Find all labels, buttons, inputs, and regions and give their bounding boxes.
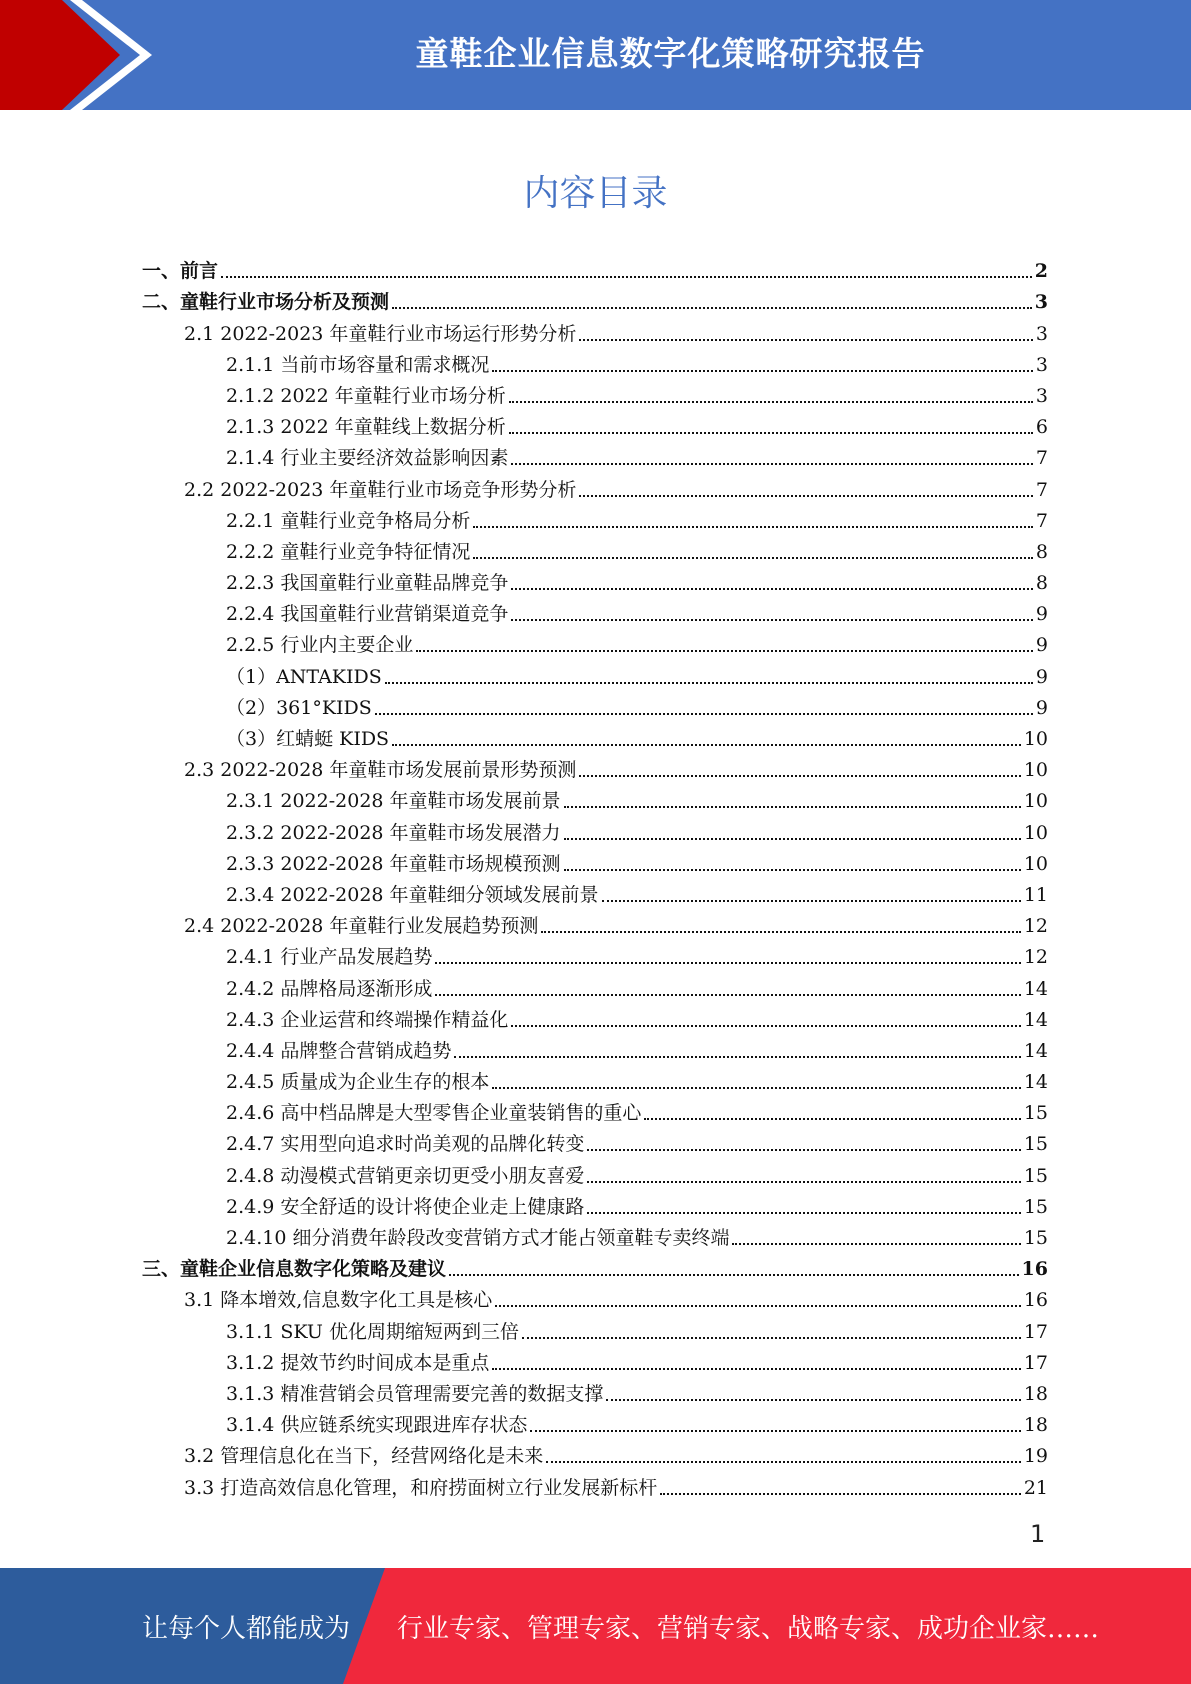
toc-entry-title: 2.3.1 2022-2028 年童鞋市场发展前景 xyxy=(226,790,561,813)
toc-entry[interactable] xyxy=(142,660,1048,691)
toc-entry[interactable] xyxy=(142,442,1048,473)
toc-entry-title: 2.4.10 细分消费年龄段改变营销方式才能占领童鞋专卖终端 xyxy=(226,1227,730,1249)
toc-entry-title: 2.4.8 动漫模式营销更亲切更受小朋友喜爱 xyxy=(226,1164,585,1187)
toc-entry[interactable] xyxy=(142,941,1048,972)
toc-entry-title: 2.2.3 我国童鞋行业童鞋品牌竞争 xyxy=(226,572,509,595)
dot-leader xyxy=(492,1087,1020,1089)
toc-entry[interactable] xyxy=(142,910,1048,941)
dot-leader xyxy=(435,962,1020,964)
dot-leader xyxy=(644,1118,1020,1120)
dot-leader xyxy=(579,775,1020,777)
toc-entry-page: 10 xyxy=(1023,759,1048,782)
toc-entry-page: 11 xyxy=(1023,883,1048,906)
toc-entry[interactable] xyxy=(142,1159,1048,1190)
toc-entry-page: 3 xyxy=(1035,384,1048,407)
toc-entry-title: 2.1.1 当前市场容量和需求概况 xyxy=(226,353,490,376)
toc-entry-title: 二、童鞋行业市场分析及预测 xyxy=(142,291,390,314)
toc-entry-title: 三、童鞋企业信息数字化策略及建议 xyxy=(142,1258,447,1281)
toc-entry-page: 10 xyxy=(1023,728,1048,750)
toc-entry-page: 21 xyxy=(1023,1476,1048,1499)
toc-entry-title: 3.1.1 SKU 优化周期缩短两到三倍 xyxy=(226,1320,519,1343)
toc-entry-page: 10 xyxy=(1023,790,1048,813)
toc-entry-title: 2.4.9 安全舒适的设计将使企业走上健康路 xyxy=(226,1195,585,1218)
toc-heading: 内容目录 xyxy=(523,173,668,214)
toc-entry[interactable] xyxy=(142,629,1048,660)
toc-entry-title: 2.4.5 质量成为企业生存的根本 xyxy=(226,1071,490,1094)
toc-entry-page: 15 xyxy=(1023,1227,1048,1249)
toc-entry[interactable] xyxy=(142,1253,1048,1284)
dot-leader xyxy=(392,744,1021,746)
toc-entry[interactable] xyxy=(142,879,1048,910)
toc-entry-page: 14 xyxy=(1023,1071,1048,1094)
toc-entry[interactable] xyxy=(142,1284,1048,1315)
toc-entry-page: 10 xyxy=(1023,821,1048,844)
toc-entry[interactable] xyxy=(142,505,1048,536)
dot-leader xyxy=(449,1274,1019,1276)
footer-banner xyxy=(0,1568,1191,1684)
toc-entry[interactable] xyxy=(142,1066,1048,1097)
dot-leader xyxy=(435,994,1020,996)
toc-entry-page: 15 xyxy=(1023,1102,1048,1125)
dot-leader xyxy=(509,432,1033,434)
dot-leader xyxy=(416,650,1033,652)
toc-entry[interactable] xyxy=(142,1097,1048,1128)
dot-leader xyxy=(492,370,1033,372)
dot-leader xyxy=(385,682,1033,684)
toc-entry[interactable] xyxy=(142,255,1048,286)
toc-entry-page: 9 xyxy=(1035,696,1048,719)
toc-entry[interactable] xyxy=(142,1191,1048,1222)
toc-entry-title: 2.2.2 童鞋行业竞争特征情况 xyxy=(226,540,471,563)
toc-entry-page: 18 xyxy=(1023,1414,1048,1437)
toc-entry-title: 3.1.2 提效节约时间成本是重点 xyxy=(226,1351,490,1374)
toc-entry-title: 2.3.3 2022-2028 年童鞋市场规模预测 xyxy=(226,852,561,875)
toc-entry-page: 6 xyxy=(1035,416,1048,439)
table-of-contents xyxy=(142,255,1048,1503)
dot-leader xyxy=(579,495,1032,497)
toc-entry[interactable] xyxy=(142,1409,1048,1440)
toc-entry[interactable] xyxy=(142,1004,1048,1035)
toc-entry-title: 2.4.1 行业产品发展趋势 xyxy=(226,946,433,969)
toc-entry-page: 17 xyxy=(1023,1320,1048,1343)
toc-entry[interactable] xyxy=(142,1128,1048,1159)
toc-entry-page: 8 xyxy=(1035,540,1048,563)
toc-entry-page: 9 xyxy=(1035,665,1048,688)
dot-leader xyxy=(511,588,1033,590)
dot-leader xyxy=(546,1461,1021,1463)
toc-entry-title: （2）361°KIDS xyxy=(226,696,372,719)
toc-entry-title: 2.1.3 2022 年童鞋线上数据分析 xyxy=(226,416,506,439)
toc-entry[interactable] xyxy=(142,1347,1048,1378)
toc-entry-title: 2.2.4 我国童鞋行业营销渠道竞争 xyxy=(226,603,509,626)
dot-leader xyxy=(392,307,1032,309)
toc-entry-page: 8 xyxy=(1035,572,1048,595)
toc-entry-page: 18 xyxy=(1023,1382,1048,1405)
header-banner xyxy=(0,0,1191,110)
dot-leader xyxy=(602,900,1021,902)
toc-entry-title: 3.3 打造高效信息化管理，和府捞面树立行业发展新标杆 xyxy=(184,1476,658,1499)
toc-entry[interactable] xyxy=(142,1035,1048,1066)
toc-entry-page: 15 xyxy=(1023,1195,1048,1218)
toc-entry-title: 2.4.6 高中档品牌是大型零售企业童装销售的重心 xyxy=(226,1102,642,1125)
dot-leader xyxy=(522,1337,1021,1339)
toc-entry-page: 9 xyxy=(1035,634,1048,657)
toc-entry[interactable] xyxy=(142,349,1048,380)
toc-entry-page: 10 xyxy=(1023,852,1048,875)
toc-entry-title: 2.3.2 2022-2028 年童鞋市场发展潜力 xyxy=(226,821,561,844)
dot-leader xyxy=(221,276,1032,278)
toc-entry-page: 12 xyxy=(1023,915,1048,938)
dot-leader xyxy=(587,1212,1020,1214)
toc-entry-title: 2.4.7 实用型向追求时尚美观的品牌化转变 xyxy=(226,1133,585,1156)
toc-entry-page: 14 xyxy=(1023,1039,1048,1062)
toc-entry-page: 2 xyxy=(1034,260,1048,283)
toc-entry-page: 7 xyxy=(1035,509,1048,532)
toc-entry[interactable] xyxy=(142,286,1048,317)
dot-leader xyxy=(473,526,1033,528)
dot-leader xyxy=(587,1149,1020,1151)
toc-entry[interactable] xyxy=(142,411,1048,442)
dot-leader xyxy=(530,1430,1020,1432)
toc-entry[interactable] xyxy=(142,1471,1048,1502)
toc-entry-title: 2.4.3 企业运营和终端操作精益化 xyxy=(226,1008,509,1031)
toc-entry[interactable] xyxy=(142,972,1048,1003)
toc-entry-title: 2.1 2022-2023 年童鞋行业市场运行形势分析 xyxy=(184,322,577,345)
toc-entry[interactable] xyxy=(142,692,1048,723)
toc-entry-page: 17 xyxy=(1023,1351,1048,1374)
dot-leader xyxy=(606,1399,1020,1401)
toc-entry[interactable] xyxy=(142,473,1048,504)
dot-leader xyxy=(511,619,1033,621)
toc-entry-title: 2.4.4 品牌整合营销成趋势 xyxy=(226,1039,452,1062)
dot-leader xyxy=(511,463,1033,465)
dot-leader xyxy=(564,806,1021,808)
dot-leader xyxy=(564,838,1021,840)
page-number: 1 xyxy=(1030,1520,1046,1548)
toc-entry[interactable] xyxy=(142,567,1048,598)
toc-entry[interactable] xyxy=(142,598,1048,629)
toc-entry-page: 14 xyxy=(1023,977,1048,1000)
toc-entry-title: （3）红蜻蜓 KIDS xyxy=(226,728,390,750)
toc-entry-title: 3.2 管理信息化在当下，经营网络化是未来 xyxy=(184,1445,544,1468)
toc-entry[interactable] xyxy=(142,1378,1048,1409)
toc-entry[interactable] xyxy=(142,816,1048,847)
toc-entry-title: 3.1.4 供应链系统实现跟进库存状态 xyxy=(226,1414,528,1437)
dot-leader xyxy=(495,1305,1021,1307)
dot-leader xyxy=(492,1368,1020,1370)
toc-entry-title: 2.2.1 童鞋行业竞争格局分析 xyxy=(226,509,471,532)
toc-entry-page: 14 xyxy=(1023,1008,1048,1031)
toc-entry-title: 2.1.2 2022 年童鞋行业市场分析 xyxy=(226,384,506,407)
toc-entry-title: 2.3.4 2022-2028 年童鞋细分领域发展前景 xyxy=(226,883,599,906)
toc-entry-title: 2.4 2022-2028 年童鞋行业发展趋势预测 xyxy=(184,915,539,938)
document-title: 童鞋企业信息数字化策略研究报告 xyxy=(415,34,926,73)
toc-entry-title: 2.1.4 行业主要经济效益影响因素 xyxy=(226,447,509,470)
dot-leader xyxy=(509,401,1033,403)
toc-entry-title: 3.1.3 精准营销会员管理需要完善的数据支撑 xyxy=(226,1382,604,1405)
toc-entry-title: 2.2.5 行业内主要企业 xyxy=(226,634,414,657)
dot-leader xyxy=(454,1056,1020,1058)
toc-entry-page: 15 xyxy=(1023,1164,1048,1187)
toc-entry-title: （1）ANTAKIDS xyxy=(226,665,382,688)
toc-entry[interactable] xyxy=(142,848,1048,879)
toc-entry-title: 2.4.2 品牌格局逐渐形成 xyxy=(226,977,433,1000)
dot-leader xyxy=(587,1181,1020,1183)
dot-leader xyxy=(541,931,1020,933)
toc-entry[interactable] xyxy=(142,723,1048,754)
toc-entry-page: 16 xyxy=(1023,1289,1048,1312)
toc-entry-page: 3 xyxy=(1035,322,1048,345)
toc-entry[interactable] xyxy=(142,1222,1048,1253)
toc-entry[interactable] xyxy=(142,754,1048,785)
dot-leader xyxy=(375,713,1033,715)
toc-entry-page: 12 xyxy=(1023,946,1048,969)
toc-entry[interactable] xyxy=(142,536,1048,567)
toc-entry-title: 2.2 2022-2023 年童鞋行业市场竞争形势分析 xyxy=(184,478,577,501)
toc-entry-title: 3.1 降本增效,信息数字化工具是核心 xyxy=(184,1289,493,1312)
dot-leader xyxy=(732,1243,1020,1245)
toc-entry-page: 7 xyxy=(1035,478,1048,501)
toc-entry-page: 15 xyxy=(1023,1133,1048,1156)
toc-entry[interactable] xyxy=(142,785,1048,816)
dot-leader xyxy=(473,557,1033,559)
toc-entry[interactable] xyxy=(142,1440,1048,1471)
dot-leader xyxy=(511,1025,1020,1027)
toc-entry[interactable] xyxy=(142,317,1048,348)
toc-entry-page: 7 xyxy=(1035,447,1048,470)
toc-entry[interactable] xyxy=(142,380,1048,411)
footer-slogan-left: 让每个人都能成为 xyxy=(142,1614,351,1644)
toc-entry-title: 一、前言 xyxy=(142,260,219,283)
toc-entry[interactable] xyxy=(142,1315,1048,1346)
dot-leader xyxy=(660,1493,1021,1495)
dot-leader xyxy=(564,869,1021,871)
toc-entry-page: 9 xyxy=(1035,603,1048,626)
toc-entry-page: 19 xyxy=(1023,1445,1048,1468)
toc-entry-page: 16 xyxy=(1021,1258,1048,1281)
footer-slogan-right: 行业专家、管理专家、营销专家、战略专家、成功企业家…… xyxy=(397,1614,1100,1644)
toc-entry-title: 2.3 2022-2028 年童鞋市场发展前景形势预测 xyxy=(184,759,577,782)
dot-leader xyxy=(579,339,1032,341)
toc-entry-page: 3 xyxy=(1035,353,1048,376)
toc-entry-page: 3 xyxy=(1034,291,1048,314)
